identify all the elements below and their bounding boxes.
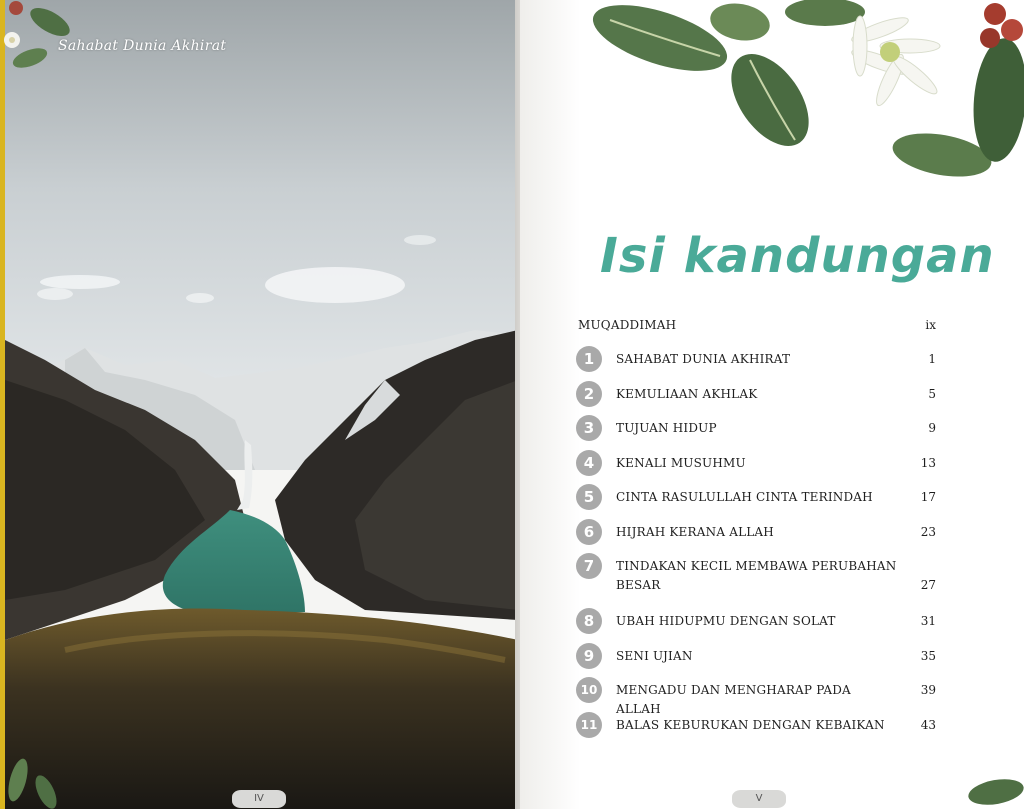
- floral-ornament-top: [590, 0, 1024, 190]
- toc-entry-page: 13: [920, 456, 936, 470]
- folio-left: IV: [232, 790, 286, 808]
- toc-entry-title: MENGADU DAN MENGHARAP PADA ALLAH: [616, 683, 851, 716]
- folio-right: V: [732, 790, 786, 808]
- toc-entry-page: 5: [928, 387, 936, 401]
- toc-entry[interactable]: [576, 643, 936, 669]
- toc-entry-title: CINTA RASULULLAH CINTA TERINDAH: [616, 490, 873, 504]
- chapter-number-badge: 7: [576, 553, 602, 579]
- toc-entry-page: 35: [920, 649, 936, 663]
- toc-entry-title: SAHABAT DUNIA AKHIRAT: [616, 352, 791, 366]
- chapter-number-badge: 2: [576, 381, 602, 407]
- toc-entry-title: KENALI MUSUHMU: [616, 456, 746, 470]
- chapter-number-badge: 3: [576, 415, 602, 441]
- chapter-number-badge: 11: [576, 712, 602, 738]
- toc-entry-muqaddimah[interactable]: [576, 316, 936, 336]
- toc-entry[interactable]: [576, 712, 936, 738]
- toc-entry-page: ix: [925, 318, 936, 332]
- page-title: Isi kandungan: [600, 228, 995, 284]
- toc-entry-page: 39: [920, 683, 936, 697]
- toc-entry-title: UBAH HIDUPMU DENGAN SOLAT: [616, 614, 836, 628]
- chapter-number-badge: 5: [576, 484, 602, 510]
- leaf-ornament-bottom-left: [0, 750, 70, 809]
- toc-entry[interactable]: [576, 553, 936, 597]
- toc-entry-page: 1: [928, 352, 936, 366]
- chapter-number-badge: 4: [576, 450, 602, 476]
- leaf-ornament-top-left: [0, 0, 80, 72]
- toc-entry-page: 27: [920, 578, 936, 592]
- toc-entry-title: SENI UJIAN: [616, 649, 693, 663]
- toc-entry-page: 31: [920, 614, 936, 628]
- toc-entry[interactable]: [576, 346, 936, 372]
- chapter-number-badge: 6: [576, 519, 602, 545]
- toc-entry-title: BALAS KEBURUKAN DENGAN KEBAIKAN: [616, 718, 885, 732]
- running-head: Sahabat Dunia Akhirat: [58, 38, 227, 54]
- chapter-number-badge: 9: [576, 643, 602, 669]
- toc-entry[interactable]: [576, 381, 936, 407]
- toc-entry-title: TUJUAN HIDUP: [616, 421, 717, 435]
- leaf-ornament-bottom-right: [964, 772, 1024, 809]
- chapter-number-badge: 8: [576, 608, 602, 634]
- chapter-number-badge: 1: [576, 346, 602, 372]
- toc-entry-page: 23: [920, 525, 936, 539]
- toc-entry-title: KEMULIAAN AKHLAK: [616, 387, 758, 401]
- chapter-number-badge: 10: [576, 677, 602, 703]
- mountain-lake-photo: [5, 0, 518, 809]
- toc-entry[interactable]: [576, 484, 936, 510]
- toc-entry-title: MUQADDIMAH: [578, 318, 677, 332]
- toc-entry[interactable]: [576, 608, 936, 634]
- toc-entry[interactable]: [576, 677, 936, 716]
- toc-entry-title: TINDAKAN KECIL MEMBAWA PERUBAHAN BESAR: [616, 559, 897, 592]
- toc-entry[interactable]: [576, 450, 936, 476]
- right-page: [520, 0, 1024, 809]
- toc-entry-page: 17: [920, 490, 936, 504]
- toc-entry[interactable]: [576, 519, 936, 545]
- toc-entry-page: 43: [920, 718, 936, 732]
- toc-entry-title: HIJRAH KERANA ALLAH: [616, 525, 774, 539]
- toc-entry[interactable]: [576, 415, 936, 441]
- toc-entry-page: 9: [928, 421, 936, 435]
